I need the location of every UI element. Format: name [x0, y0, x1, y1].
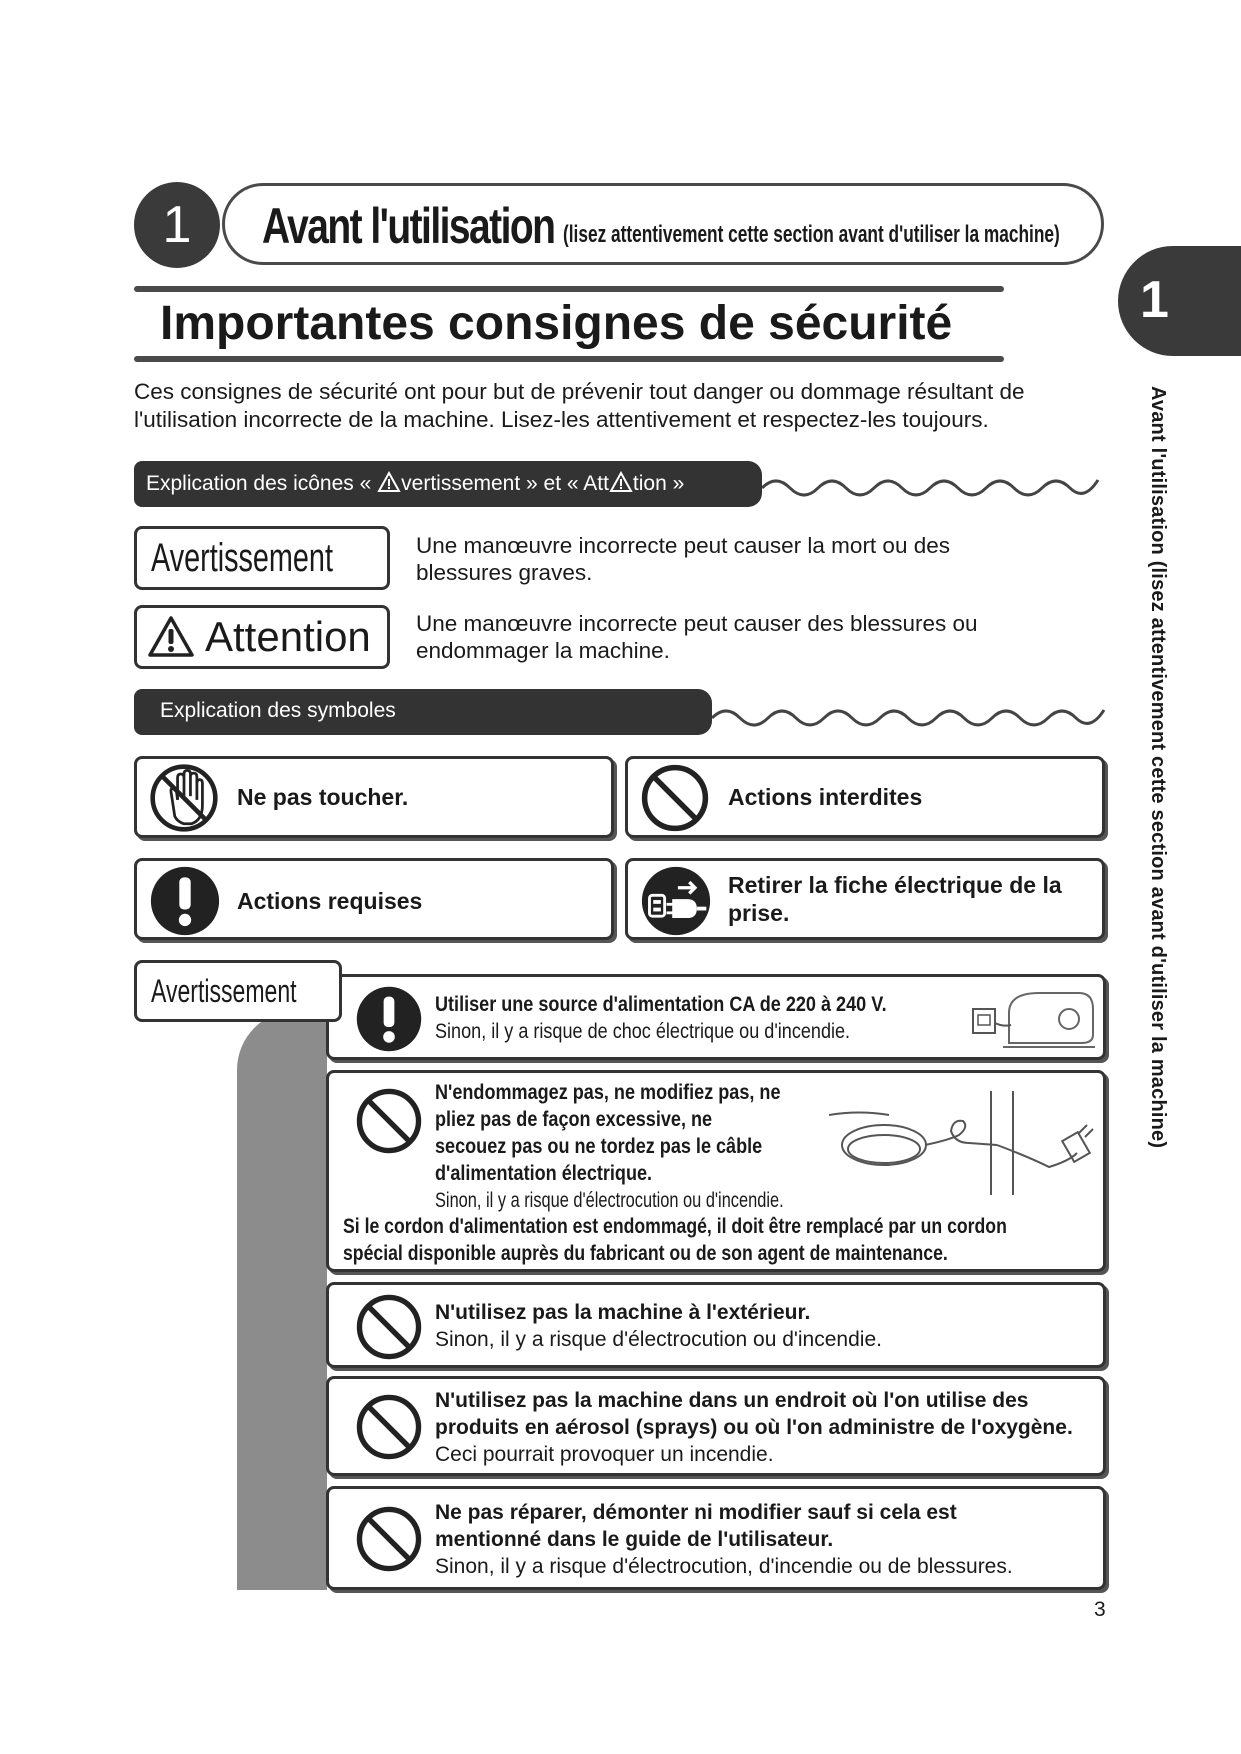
- intro-paragraph: [134, 378, 1094, 434]
- caution-description: [416, 610, 1076, 664]
- no-touch-icon: [149, 763, 219, 833]
- chapter-subtitle: (lisez attentivement cette section avant d'utiliser la machine): [563, 221, 1060, 248]
- warning-description: [416, 532, 1076, 586]
- sewing-machine-plug-illustration: [969, 983, 1099, 1055]
- symbols-banner-text: Explication des symboles: [160, 699, 396, 722]
- page-number: 3: [1094, 1598, 1106, 1621]
- warning-2-bold-4: d'alimentation électrique.: [435, 1162, 653, 1185]
- icons-banner-part3: tion »: [632, 472, 685, 495]
- symbol-unplug-line-1: Retirer la fiche électrique de la: [728, 872, 1062, 898]
- symbol-unplug-label: [728, 871, 1062, 927]
- icons-banner-part1: Explication des icônes «: [146, 472, 378, 495]
- symbol-unplug-line-2: prise.: [728, 900, 790, 926]
- warning-5-normal: Sinon, il y a risque d'électrocution, d'incendie ou de blessures.: [435, 1555, 1013, 1578]
- damaged-cord-illustration: [829, 1085, 1099, 1205]
- side-tab-number: 1: [1140, 271, 1169, 329]
- warning-list-side-bar: [237, 1010, 327, 1590]
- side-tab-vertical-text: Avant l'utilisation (lisez attentivement cette section avant d'utiliser la machine): [1147, 386, 1169, 1149]
- warning-row-2: [326, 1070, 1106, 1272]
- warning-2-bold-1: N'endommagez pas, ne modifiez pas, ne: [435, 1081, 781, 1104]
- warning-2-bold-2: pliez pas de façon excessive, ne: [435, 1108, 713, 1131]
- symbol-no-touch-box: [134, 756, 614, 838]
- warning-4-bold-1: N'utilisez pas la machine dans un endroit où l'on utilise des: [435, 1389, 1029, 1412]
- wave-decoration: [762, 470, 1108, 500]
- warning-2-normal: Sinon, il y a risque d'électrocution ou d'incendie.: [435, 1189, 784, 1212]
- symbol-unplug-box: [625, 858, 1105, 940]
- warning-1-normal: Sinon, il y a risque de choc électrique ou d'incendie.: [435, 1020, 851, 1043]
- symbol-prohibited-label: Actions interdites: [728, 784, 923, 810]
- required-action-icon: [355, 985, 423, 1053]
- prohibited-icon: [355, 1505, 423, 1573]
- side-chapter-tab: [1118, 246, 1241, 356]
- warning-desc-line-2: blessures graves.: [416, 560, 593, 585]
- warning-label: [134, 526, 390, 590]
- title-rule-top: [134, 286, 1004, 292]
- intro-line-2: l'utilisation incorrecte de la machine. Lisez-les attentivement et respectez-les toujours.: [134, 407, 989, 432]
- wave-decoration: [712, 700, 1108, 730]
- prohibited-icon: [355, 1087, 423, 1155]
- symbol-required-box: [134, 858, 614, 940]
- warning-5-bold-1: Ne pas réparer, démonter ni modifier sauf si cela est: [435, 1501, 957, 1524]
- warning-4-bold-2: produits en aérosol (sprays) ou où l'on administre de l'oxygène.: [435, 1416, 1073, 1439]
- warning-row-3: [326, 1282, 1106, 1368]
- symbol-required-label: Actions requises: [237, 888, 423, 914]
- title-rule-bottom: [134, 356, 1004, 362]
- warning-3-normal: Sinon, il y a risque d'électrocution ou d'incendie.: [435, 1328, 882, 1351]
- caution-desc-line-2: endommager la machine.: [416, 638, 670, 663]
- warning-2-extra-1: Si le cordon d'alimentation est endommagé, il doit être remplacé par un cordon: [343, 1215, 1007, 1238]
- symbol-prohibited-box: [625, 756, 1105, 838]
- page-title: Importantes consignes de sécurité: [160, 297, 953, 350]
- prohibited-icon: [355, 1393, 423, 1461]
- prohibited-icon: [355, 1293, 423, 1361]
- warning-2-extra-2: spécial disponible auprès du fabricant ou de son agent de maintenance.: [343, 1242, 948, 1265]
- warning-triangle-icon: [377, 471, 401, 493]
- warning-3-bold: N'utilisez pas la machine à l'extérieur.: [435, 1301, 811, 1324]
- warning-5-bold-2: mentionné dans le guide de l'utilisateur.: [435, 1528, 834, 1551]
- warning-2-bold-3: secouez pas ou ne tordez pas le câble: [435, 1135, 763, 1158]
- prohibited-icon: [640, 763, 710, 833]
- warning-1-bold: Utiliser une source d'alimentation CA de 220 à 240 V.: [435, 993, 887, 1016]
- warning-tag-text: Avertissement: [151, 972, 297, 1009]
- warning-desc-line-1: Une manœuvre incorrecte peut causer la mort ou des: [416, 533, 950, 558]
- warning-row-5: [326, 1486, 1106, 1590]
- icons-explanation-banner: [134, 461, 762, 507]
- warning-tag: [134, 960, 342, 1022]
- chapter-number: 1: [162, 196, 192, 254]
- chapter-title: Avant l'utilisation: [262, 198, 555, 254]
- symbols-explanation-banner: [134, 689, 712, 735]
- unplug-icon: [640, 865, 712, 937]
- required-action-icon: [149, 865, 221, 937]
- caution-triangle-icon: [609, 471, 633, 493]
- caution-desc-line-1: Une manœuvre incorrecte peut causer des blessures ou: [416, 611, 978, 636]
- warning-label-text: Avertissement: [151, 535, 333, 580]
- intro-line-1: Ces consignes de sécurité ont pour but de prévenir tout danger ou dommage résultant de: [134, 379, 1025, 404]
- warning-row-4: [326, 1376, 1106, 1476]
- warning-4-normal: Ceci pourrait provoquer un incendie.: [435, 1443, 774, 1466]
- icons-banner-part2: vertissement » et « Att: [401, 472, 609, 495]
- warning-row-1: [326, 974, 1106, 1060]
- caution-label: [134, 605, 390, 669]
- symbol-no-touch-label: Ne pas toucher.: [237, 784, 409, 810]
- caution-label-text: Attention: [205, 613, 371, 660]
- chapter-number-badge: [134, 182, 220, 268]
- caution-triangle-icon: [147, 615, 195, 659]
